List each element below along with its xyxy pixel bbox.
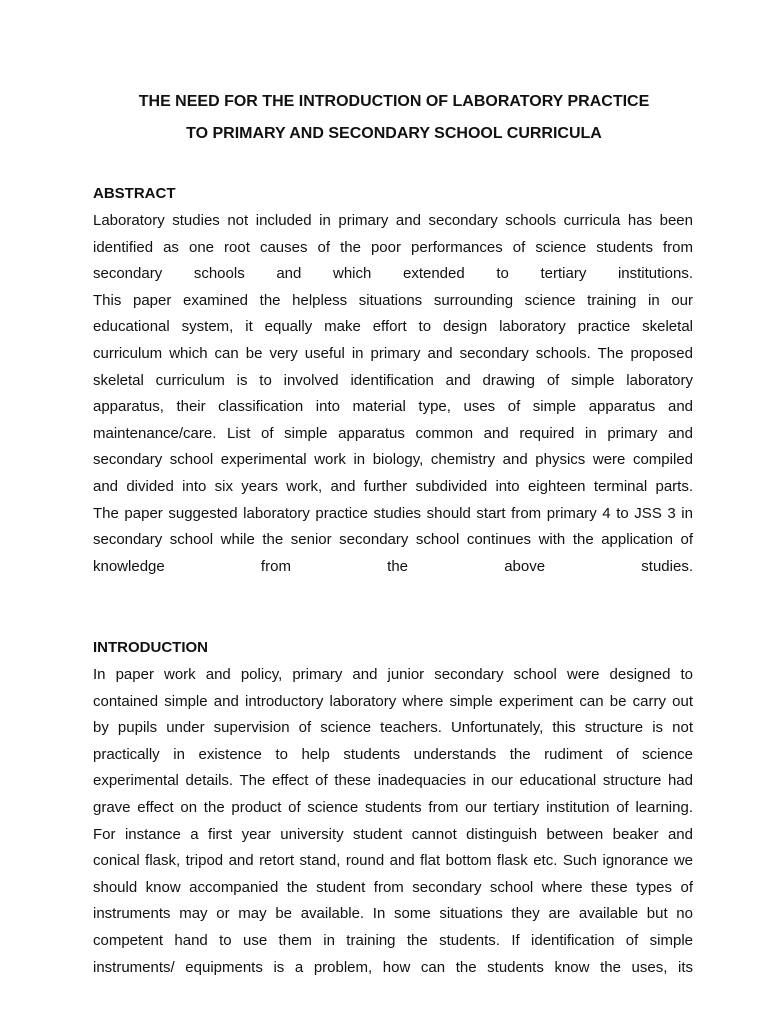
introduction-line: competent hand to use them in training the students. If identification of simple (93, 931, 693, 949)
abstract-line: educational system, it equally make effort to design laboratory practice skeletal (93, 318, 693, 336)
abstract-line: apparatus, their classification into material type, uses of simple apparatus and (93, 398, 693, 416)
introduction-line: In paper work and policy, primary and junior secondary school were designed to (93, 666, 693, 683)
introduction-line: by pupils under supervision of science teachers. Unfortunately, this structure is not (93, 719, 693, 737)
abstract-line: Laboratory studies not included in primary and secondary schools curricula has been (93, 212, 693, 229)
abstract-line: The paper suggested laboratory practice studies should start from primary 4 to JSS 3 in (93, 504, 693, 522)
abstract-line: identified as one root causes of the poor performances of science students from (93, 238, 693, 256)
introduction-heading: INTRODUCTION (93, 639, 208, 656)
introduction-line: For instance a first year university student cannot distinguish between beaker and (93, 825, 693, 843)
abstract-line: secondary school while the senior secondary school continues with the application of (93, 531, 693, 549)
introduction-line: instruments/ equipments is a problem, how can the students know the uses, its (93, 958, 693, 976)
abstract-line: and divided into six years work, and further subdivided into eighteen terminal parts. (93, 477, 693, 495)
introduction-line: practically in existence to help students understands the rudiment of science (93, 745, 693, 763)
introduction-line: experimental details. The effect of these inadequacies in our educational structure had (93, 772, 693, 790)
introduction-line: should know accompanied the student from secondary school where these types of (93, 878, 693, 896)
introduction-line: conical flask, tripod and retort stand, round and flat bottom flask etc. Such ignorance we (93, 852, 693, 870)
introduction-line: contained simple and introductory laboratory where simple experiment can be carry out (93, 692, 693, 710)
abstract-line: maintenance/care. List of simple apparatus common and required in primary and (93, 424, 693, 442)
introduction-body (93, 662, 693, 981)
abstract-line: curriculum which can be very useful in primary and secondary schools. The proposed (93, 344, 693, 362)
abstract-line: skeletal curriculum is to involved identification and drawing of simple laboratory (93, 371, 693, 389)
abstract-heading: ABSTRACT (93, 185, 176, 202)
abstract-line: secondary schools and which extended to tertiary institutions. (93, 265, 693, 283)
abstract-body (93, 208, 693, 580)
document-title-line-2: TO PRIMARY AND SECONDARY SCHOOL CURRICULA (186, 125, 602, 142)
abstract-line: This paper examined the helpless situations surrounding science training in our (93, 291, 693, 309)
abstract-line: knowledge from the above studies. (93, 557, 693, 575)
document-title-line-1: THE NEED FOR THE INTRODUCTION OF LABORATORY PRACTICE (138, 93, 650, 110)
introduction-line: instruments may or may be available. In some situations they are available but no (93, 905, 693, 923)
abstract-line: secondary school experimental work in biology, chemistry and physics were compiled (93, 451, 693, 469)
introduction-line: grave effect on the product of science students from our tertiary institution of learning. (93, 798, 693, 816)
